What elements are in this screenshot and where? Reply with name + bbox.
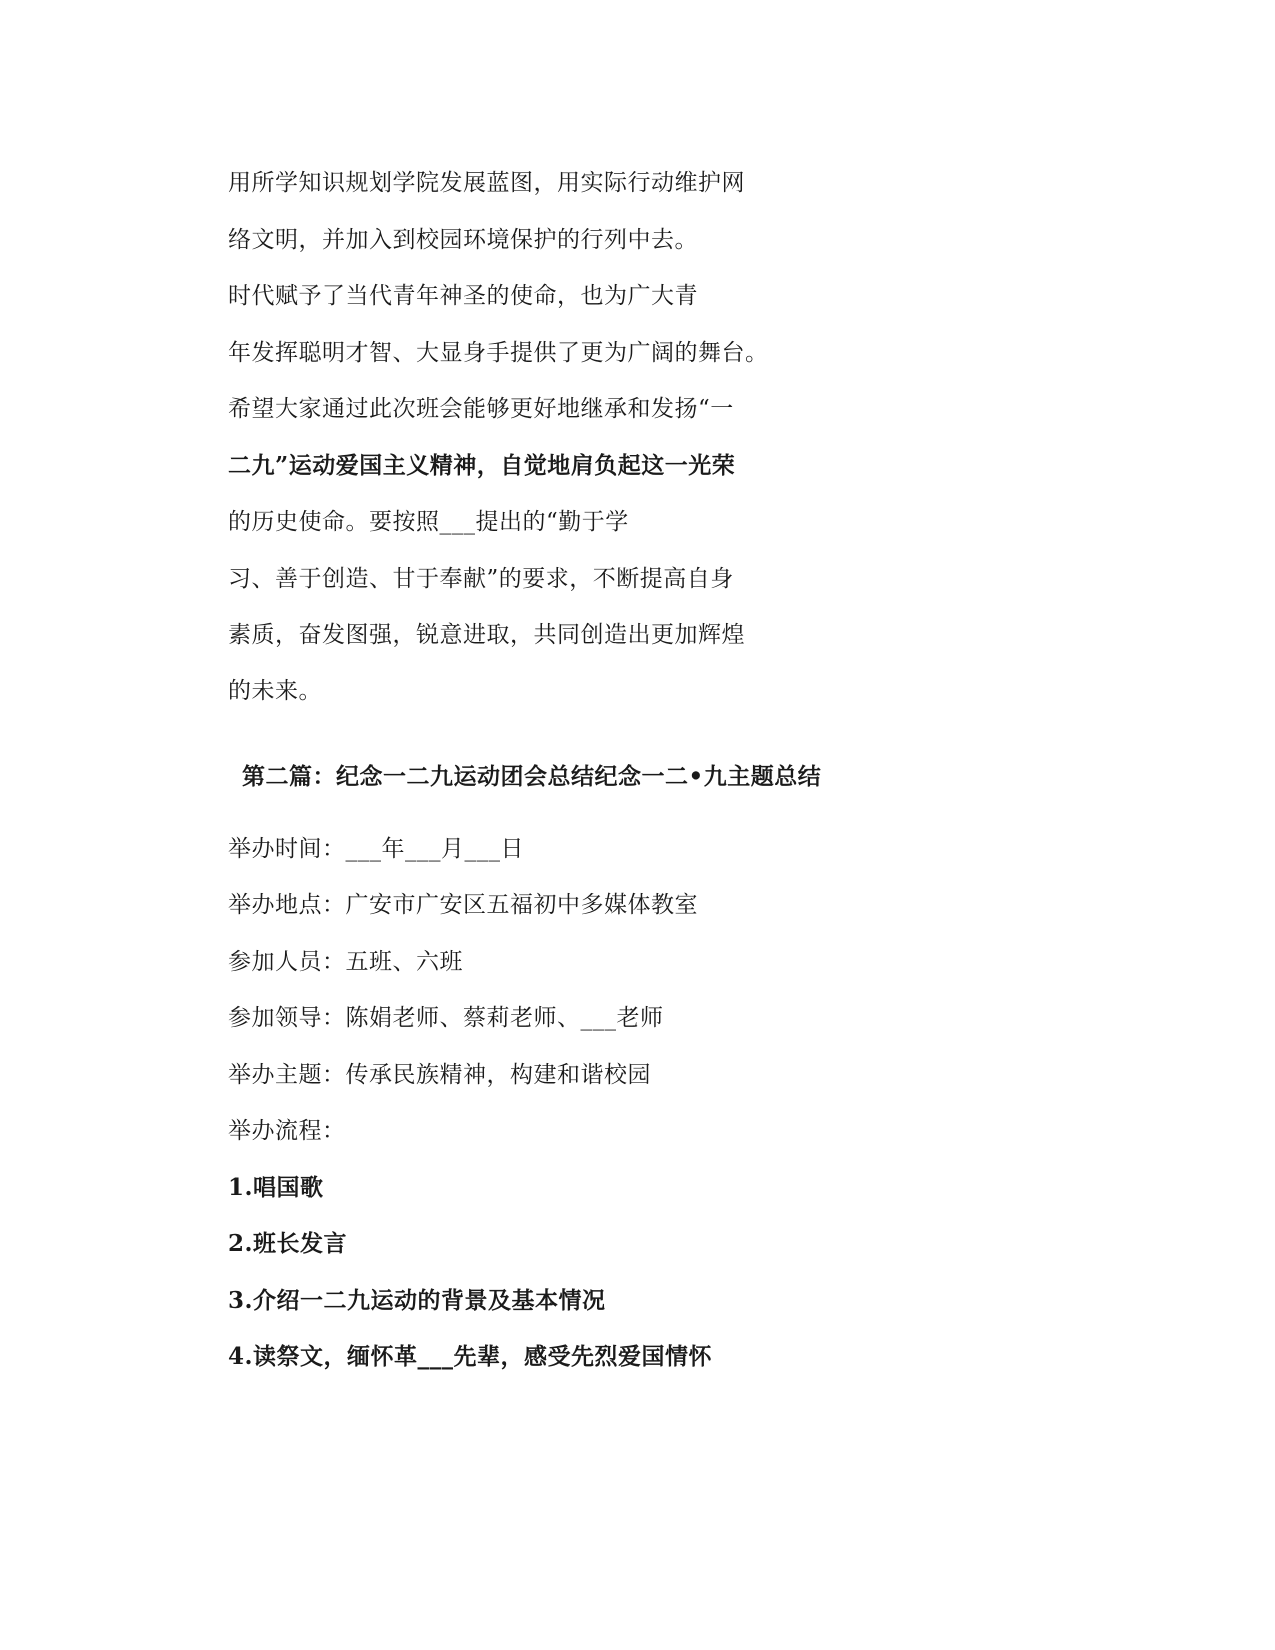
detail-time: 举办时间：___年___月___日 xyxy=(228,836,524,862)
paragraph-3-line-3: 的历史使命。要按照___提出的“勤于学 xyxy=(228,509,629,535)
detail-process-label: 举办流程： xyxy=(228,1118,346,1144)
detail-place: 举办地点：广安市广安区五福初中多媒体教室 xyxy=(228,892,698,918)
paragraph-3-line-1: 希望大家通过此次班会能够更好地继承和发扬“一 xyxy=(228,396,734,422)
paragraph-3-line-6: 的未来。 xyxy=(228,678,322,704)
paragraph-3-line-5: 素质，奋发图强，锐意进取，共同创造出更加辉煌 xyxy=(228,622,745,648)
process-step-3: 3.介绍一二九运动的背景及基本情况 xyxy=(228,1287,606,1314)
detail-leaders: 参加领导：陈娟老师、蔡莉老师、___老师 xyxy=(228,1005,664,1031)
section-heading: 第二篇：纪念一二九运动团会总结纪念一二•九主题总结 xyxy=(242,763,822,790)
paragraph-2-line-2: 年发挥聪明才智、大显身手提供了更为广阔的舞台。 xyxy=(228,340,769,366)
paragraph-2-line-1: 时代赋予了当代青年神圣的使命，也为广大青 xyxy=(228,283,698,309)
paragraph-1-line-1: 用所学知识规划学院发展蓝图，用实际行动维护网 xyxy=(228,170,745,196)
process-step-4: 4.读祭文，缅怀革___先辈，感受先烈爱国情怀 xyxy=(228,1343,713,1370)
detail-participants: 参加人员：五班、六班 xyxy=(228,949,463,975)
process-step-2: 2.班长发言 xyxy=(228,1230,348,1257)
paragraph-3-line-4: 习、善于创造、甘于奉献”的要求，不断提高自身 xyxy=(228,566,734,592)
process-step-1: 1.唱国歌 xyxy=(228,1174,324,1201)
paragraph-3-line-2: 二九”运动爱国主义精神，自觉地肩负起这一光荣 xyxy=(228,452,736,479)
paragraph-1-line-2: 络文明，并加入到校园环境保护的行列中去。 xyxy=(228,227,698,253)
detail-theme: 举办主题：传承民族精神，构建和谐校园 xyxy=(228,1062,651,1088)
